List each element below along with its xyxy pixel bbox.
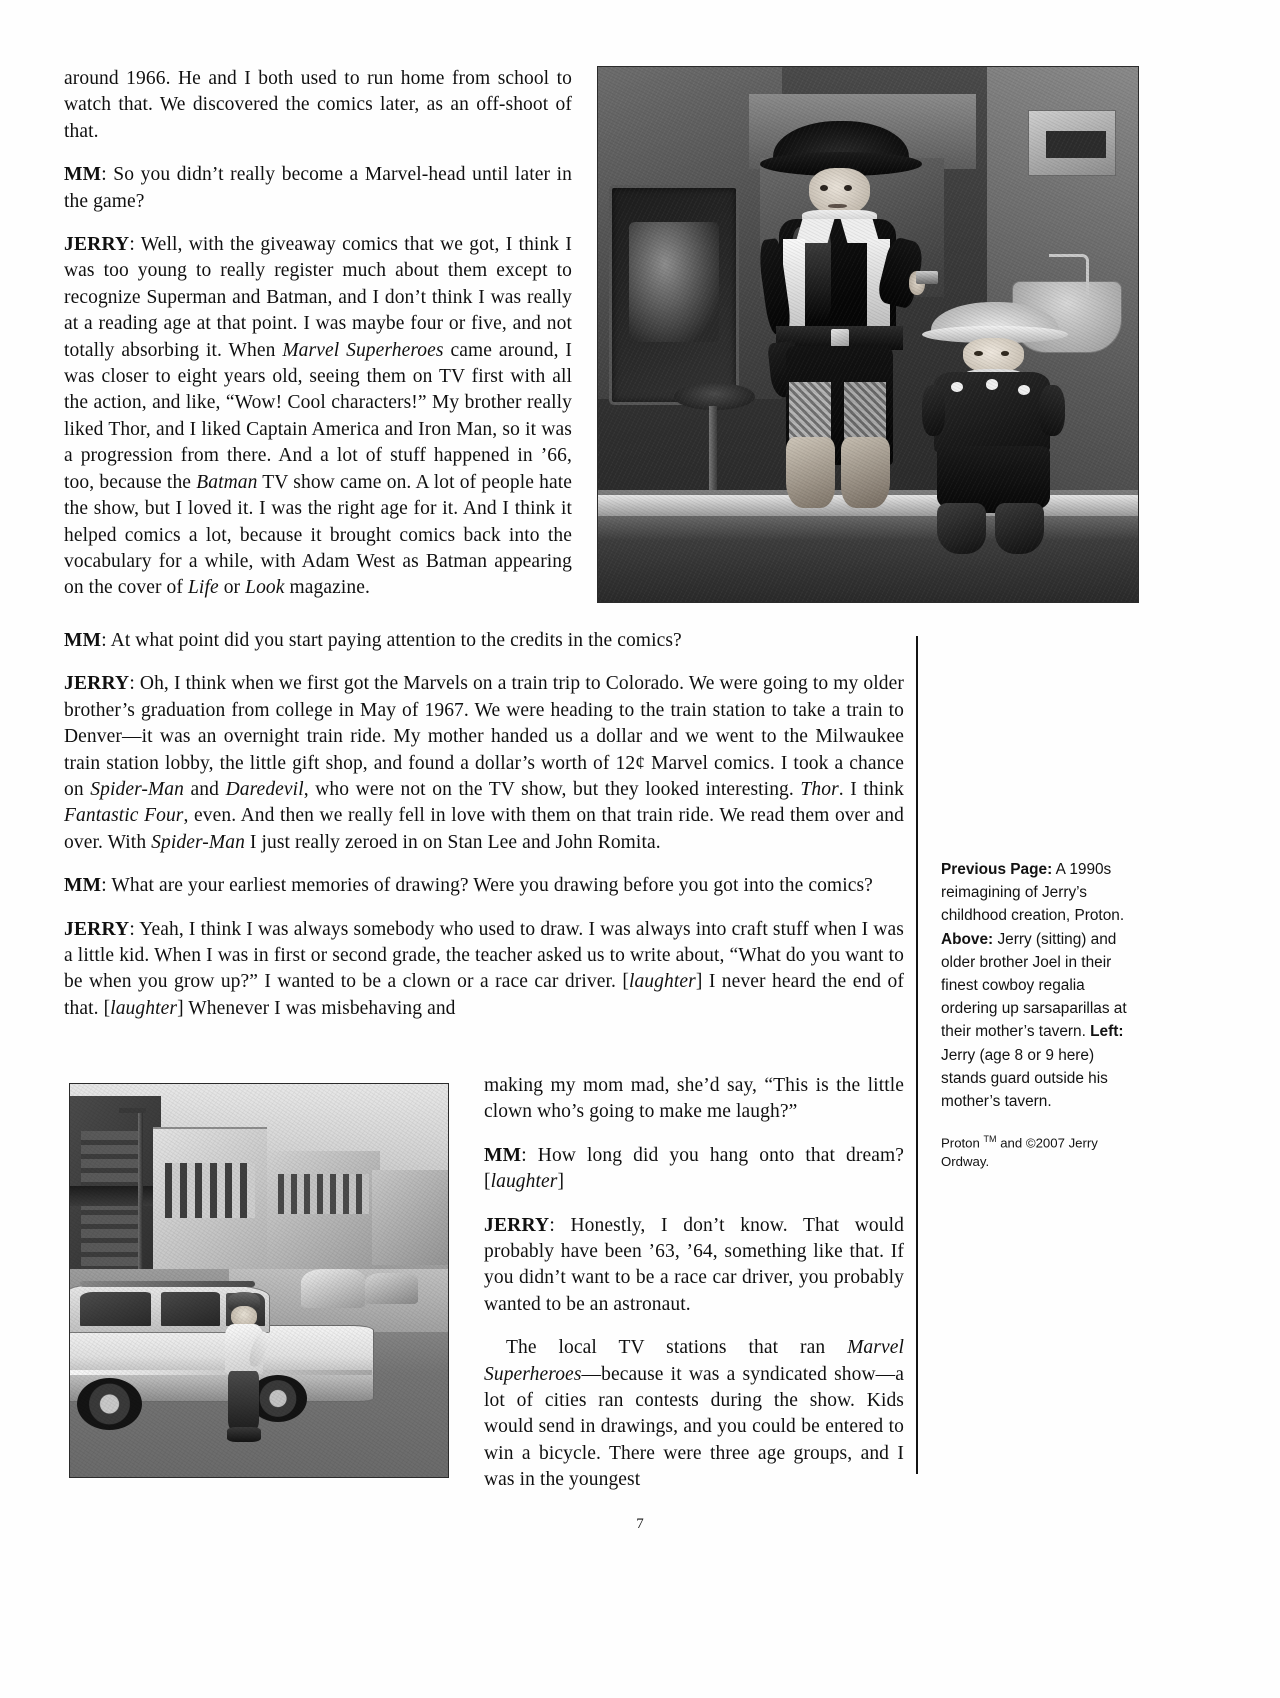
stage-direction-laughter-2: laughter bbox=[110, 997, 178, 1019]
question-4 bbox=[484, 1143, 904, 1196]
eye-left bbox=[820, 185, 828, 191]
answer-2-part-5: , even. And then we really fell in love with them on that train ride. We read them over and over. With bbox=[64, 805, 904, 853]
speaker-label-mm: MM bbox=[64, 630, 102, 651]
copyright-credit bbox=[941, 1130, 1127, 1170]
answer-2-part-6: I just really zeroed in on Stan Lee and John Romita. bbox=[244, 831, 661, 853]
answer-4-continued bbox=[484, 1335, 904, 1493]
paragraph-continued bbox=[64, 66, 572, 145]
question-4-part-2: ] bbox=[557, 1171, 565, 1193]
bar-stool bbox=[674, 383, 755, 490]
caption-label-left: Left: bbox=[1090, 1023, 1124, 1041]
answer-3-continued-text: making my mom mad, she’d say, “This is the little clown who’s going to make me laugh?” bbox=[484, 1075, 904, 1123]
title-spider-man: Spider-Man bbox=[90, 779, 185, 801]
title-marvel-superheroes: Marvel Superheroes bbox=[484, 1337, 904, 1385]
lower-right-text-column bbox=[484, 1073, 904, 1494]
boot-right bbox=[995, 503, 1045, 554]
title-thor: Thor bbox=[800, 779, 839, 801]
question-2-text: : At what point did you start paying attention to the credits in the comics? bbox=[101, 630, 682, 651]
utility-pole-arm bbox=[119, 1108, 145, 1114]
speaker-label-jerry: JERRY bbox=[64, 918, 130, 940]
car-window-middle bbox=[161, 1292, 220, 1327]
answer-1 bbox=[64, 232, 572, 602]
question-3-text: : What are your earliest memories of drawing? Were you drawing before you got into the comics? bbox=[101, 875, 873, 897]
page-number: 7 bbox=[636, 1516, 644, 1532]
answer-3-part-1: : Yeah, I think I was always somebody who used to draw. I was always into craft stuff when I was a little kid. When I was in first or second grade, the teacher asked us to write about, “What do you want to be when you grow up?” I wanted to be a clown or a race car driver. [ bbox=[64, 918, 904, 993]
caption-label-above: Above: bbox=[941, 930, 994, 948]
answer-4-text: : Honestly, I don’t know. That would probably have been ’63, ’64, something like that. If you didn’t want to be a race car driver, you probably wanted to be an astronaut. bbox=[484, 1214, 904, 1315]
answer-3-part-2: ] I never heard the end of that. [ bbox=[64, 971, 904, 1019]
chaps-right bbox=[844, 382, 886, 445]
bar-stool-leg bbox=[709, 406, 716, 489]
answer-1-part-5: magazine. bbox=[284, 577, 371, 599]
answer-3 bbox=[64, 917, 904, 1023]
shoes bbox=[227, 1427, 261, 1442]
utility-pole bbox=[138, 1108, 143, 1273]
answer-1-part-1: : Well, with the giveaway comics that we got, I think I was too young to really register much about them except to recognize Superman and Batman, and I don’t think I was really at a reading age at that point. I was maybe four or five, and not totally absorbing it. When bbox=[64, 234, 572, 361]
caption-above-text: Jerry (sitting) and older brother Joel in their finest cowboy regalia ordering up sarsaparillas at their mother’s tavern. bbox=[941, 930, 1127, 1041]
title-batman: Batman bbox=[196, 471, 258, 493]
middle-text-column bbox=[64, 628, 904, 1022]
title-fantastic-four: Fantastic Four bbox=[64, 805, 184, 827]
faucet bbox=[1049, 254, 1090, 294]
trademark-symbol: TM bbox=[983, 1134, 997, 1145]
chaps-left bbox=[789, 382, 831, 445]
boy-standing-jerry bbox=[221, 1292, 266, 1441]
answer-4 bbox=[484, 1213, 904, 1319]
car-wheel-front bbox=[77, 1378, 142, 1430]
speaker-label-mm: MM bbox=[64, 875, 102, 897]
car-window-front bbox=[80, 1292, 152, 1327]
shirt-star-2 bbox=[986, 379, 998, 389]
question-3 bbox=[64, 873, 904, 899]
answer-2-part-2: and bbox=[184, 779, 226, 801]
television-set bbox=[609, 185, 739, 405]
boy-sitting-jerry bbox=[922, 302, 1068, 559]
caption-previous-page-text: A 1990s reimagining of Jerry’s childhood creation, Proton. bbox=[941, 861, 1125, 925]
sidebar-captions bbox=[941, 858, 1127, 1171]
answer-1-part-4: or bbox=[218, 577, 246, 599]
title-look: Look bbox=[245, 577, 285, 599]
title-marvel-superheroes: Marvel Superheroes bbox=[282, 339, 444, 361]
stage-direction-laughter-1: laughter bbox=[628, 971, 696, 993]
photo-street-tavern bbox=[69, 1083, 449, 1478]
building-far bbox=[372, 1170, 448, 1264]
television-screen bbox=[629, 222, 718, 342]
caption-left-text: Jerry (age 8 or 9 here) stands guard outside his mother’s tavern. bbox=[941, 1046, 1108, 1111]
speaker-label-mm: MM bbox=[64, 164, 102, 186]
speaker-label-jerry: JERRY bbox=[64, 234, 130, 256]
shirt-star-3 bbox=[1018, 385, 1030, 395]
stage-direction-laughter: laughter bbox=[490, 1171, 558, 1193]
roof-rack bbox=[80, 1281, 256, 1287]
shirt-star-1 bbox=[951, 382, 963, 392]
caption-label-previous-page: Previous Page: bbox=[941, 861, 1053, 878]
answer-3-continued bbox=[484, 1073, 904, 1126]
credit-part-1: Proton bbox=[941, 1135, 984, 1151]
belt-buckle bbox=[831, 329, 849, 347]
boot-right bbox=[841, 437, 890, 508]
answer-2-part-4: . I think bbox=[838, 779, 905, 801]
building-left-windows bbox=[81, 1131, 141, 1280]
answer-4b-part-1: The local TV stations that ran bbox=[506, 1337, 848, 1359]
title-life: Life bbox=[187, 577, 219, 599]
top-left-text-column bbox=[64, 66, 572, 602]
boot-left bbox=[786, 437, 835, 508]
answer-4b-part-2: —because it was a syndicated show—a lot of cities ran contests during the show. Kids would send in drawings, and you could be entered to win a bicycle. There were three age groups, and I was in the youngest bbox=[484, 1363, 904, 1491]
question-4-part-1: : How long did you hang onto that dream? [ bbox=[484, 1144, 904, 1193]
answer-2 bbox=[64, 671, 904, 856]
title-daredevil: Daredevil bbox=[225, 779, 304, 801]
speaker-label-mm: MM bbox=[484, 1144, 522, 1166]
answer-1-part-3: TV show came on. A lot of people hate the show, but I loved it. I was the right age for it. And I think it helped comics a lot, because it brought comics back into the vocabulary for a while, with Adam West as Batman appearing on the cover of bbox=[64, 471, 573, 599]
question-2 bbox=[64, 628, 904, 654]
caption-previous-page bbox=[941, 861, 1124, 924]
question-1-text: : So you didn’t really become a Marvel-head until later in the game? bbox=[64, 164, 572, 212]
answer-3-part-3: ] Whenever I was misbehaving and bbox=[177, 997, 456, 1019]
wall-box-panel bbox=[1046, 131, 1105, 158]
question-1 bbox=[64, 162, 572, 215]
answer-2-part-3: , who were not on the TV show, but they looked interesting. bbox=[303, 779, 801, 801]
arm-left bbox=[922, 385, 945, 436]
building-middle-windows bbox=[165, 1163, 256, 1218]
photo-cowboy-brothers bbox=[597, 66, 1139, 603]
speaker-label-jerry: JERRY bbox=[484, 1214, 550, 1236]
answer-2-part-1: : Oh, I think when we first got the Marvels on a train trip to Colorado. We were going to my older brother’s graduation from college in May of 1967. We were heading to the train station to take a train to Denver—it was an overnight train ride. My mother handed us a dollar and we went to the Milwaukee train station lobby, the little gift shop, and found a dollar’s worth of 12¢ Marvel comics. I took a chance on bbox=[64, 673, 904, 801]
boy-standing-joel bbox=[760, 121, 922, 517]
paragraph-continued-text: around 1966. He and I both used to run home from school to watch that. We discovered the comics later, as an off-shoot of that. bbox=[64, 68, 572, 142]
boot-left bbox=[937, 503, 987, 554]
speaker-label-jerry: JERRY bbox=[64, 673, 130, 695]
parked-car-distant-2 bbox=[365, 1273, 418, 1304]
arm-right bbox=[1039, 385, 1065, 436]
building-right-windows bbox=[278, 1174, 369, 1213]
sidebar-vertical-rule bbox=[916, 636, 918, 1474]
pants bbox=[228, 1371, 259, 1431]
toy-cap-gun bbox=[916, 271, 939, 284]
answer-1-part-2: came around, I was closer to eight years old, seeing them on TV first with all the action, and like, “Wow! Cool characters!” My brother really liked Thor, and I liked Captain America and Iron Man, so it was a progression from there. And a lot of stuff happened in ’66, too, because the bbox=[64, 339, 572, 493]
title-spider-man-2: Spider-Man bbox=[151, 831, 245, 853]
face bbox=[809, 168, 871, 216]
credit-part-2: and ©2007 Jerry Ordway. bbox=[941, 1135, 1098, 1169]
